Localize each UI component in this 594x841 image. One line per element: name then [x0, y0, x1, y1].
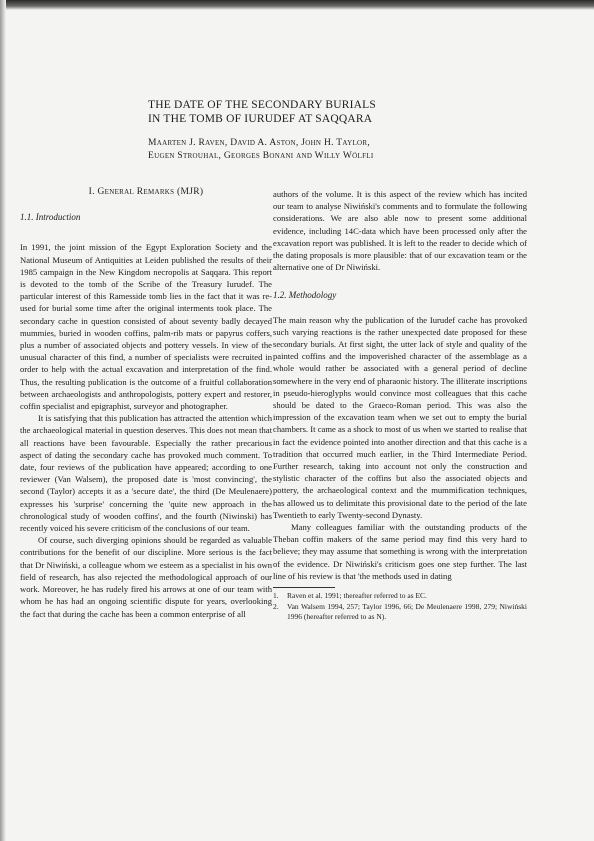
authors-line-2: Eugen Strouhal, Georges Bonani and Willy Wölfli — [148, 151, 374, 161]
scan-edge-left — [0, 0, 6, 841]
footnote — [273, 591, 527, 602]
scan-edge-top — [0, 0, 594, 10]
section-heading: I. General Remarks (MJR) — [88, 187, 204, 197]
footnote-number: 1. — [273, 591, 279, 601]
left-column — [20, 186, 272, 620]
footnote-text: Raven et al. 1991; thereafter referred to as EC. — [287, 591, 427, 601]
footnote — [273, 602, 527, 623]
paragraph: Many colleagues familiar with the outstanding products of the Theban coffin makers of the same period may find this very hard to believe; they may assume that something is wrong with the interpretation of the evidence. Dr Niwiński's criticism goes one step further. The last line of his review is that 'the methods used in dating — [273, 522, 527, 581]
authors-line-1: Maarten J. Raven, David A. Aston, John H. Taylor, — [148, 138, 371, 148]
paragraph: Of course, such diverging opinions should be regarded as valuable contributions for the benefit of our discipline. More serious is the fact that Dr Niwiński, a colleague whom we esteem as a specialist in his own field of research, has also rejected the methodological approach of our work. Moreover, he has rudely fired his arrows at one of our team with whom he has had an ongoing scientific dispute for years, overlooking the fact that during the cache has been a common enterprise of all — [20, 535, 272, 619]
paragraph: It is satisfying that this publication has attracted the attention which the archaeological material in question deserves. This does not mean that all reactions have been favourable. Especially the rather precarious aspect of dating the secondary cache has provoked much comment. To date, four reviews of the publication have appeared; according to one reviewer (Van Walsem), the proposed date is 'most convincing', the second (Taylor) accepts it as a 'secure date', the third (De Meulenaere) expresses his 'surprise' concerning the 'quite new approach in the chronological study of wooden coffins', and the fourth (Niwinski) has recently voiced his severe criticism of the conclusions of our team. — [20, 413, 272, 534]
title-line-2: IN THE TOMB OF IURUDEF AT SAQQARA — [148, 113, 373, 125]
subsection-heading-methodology: 1.2. Methodology — [273, 290, 337, 301]
author-list — [148, 137, 448, 163]
paragraph: The main reason why the publication of the Iurudef cache has provoked such varying reactions is the rather unexpected date proposed for these secondary burials. At first sight, the utter lack of style and quality of the painted coffins and the impoverished character of the assemblage as a whole would rather be associated with a general period of decline somewhere in the very end of pharaonic history. The illiterate inscriptions in pseudo-hieroglyphs would convince most colleagues that this cache should be dated to the Graeco-Roman period. This was also the impression of the excavation team when we set out to empty the burial chambers. It came as a shock to most of us when we started to realise that in fact the evidence pointed into another direction and that this cache is a tradition that occurred much earlier, in the Third Intermediate Period. Further research, taking into account not only the construction and stylistic character of the coffins but also the associated objects and pottery, the archaeological context and the mummification techniques, has allowed us to delimitate this provisional date to the period of the late Twentieth to early Twenty-second Dynasty. — [273, 314, 527, 520]
title-line-1: THE DATE OF THE SECONDARY BURIALS — [148, 99, 376, 111]
subsection-heading-introduction: 1.1. Introduction — [20, 212, 81, 223]
footnote-divider — [273, 587, 335, 588]
footnote-text: Van Walsem 1994, 257; Taylor 1996, 66; De Meulenaere 1998, 279; Niwiński 1996 (hereafter referred to as N). — [287, 601, 527, 622]
paragraph: authors of the volume. It is this aspect of the review which has incited our team to analyse Niwiński's comments and to formulate the following considerations. We are also able now to present some additional evidence, including 14C-data which have been processed only after the excavation report was published. It is left to the reader to decide which of the dating proposals is more plausible: that of our excavation team or the alternative one of Dr Niwiński. — [273, 189, 527, 273]
footnote-number: 2. — [273, 601, 279, 611]
article-title — [148, 98, 448, 126]
right-column — [273, 188, 527, 623]
paragraph: In 1991, the joint mission of the Egypt Exploration Society and the National Museum of Antiquities at Leiden published the results of their 1985 campaign in the New Kingdom necropolis at Saqqara. This report is devoted to the tomb of the Scribe of the Treasury Iurudef. The particular interest of this Ramesside tomb lies in the fact that it was re-used for burial some time after the original interments took place. The secondary cache in question consisted of about seventy badly decayed mummies, buried in wooden coffins, palm-rib mats or papyrus coffers, plus a number of associated objects and pottery vessels. In view of the unusual character of this find, a number of specialists were recruited in order to help with the actual excavation and interpretation of the find. Thus, the resulting publication is the outcome of a fruitful collaboration between archaeologists and anthropologists, pottery expert and restorer, coffin specialist and epigraphist, surveyor and photographer. — [20, 242, 272, 412]
